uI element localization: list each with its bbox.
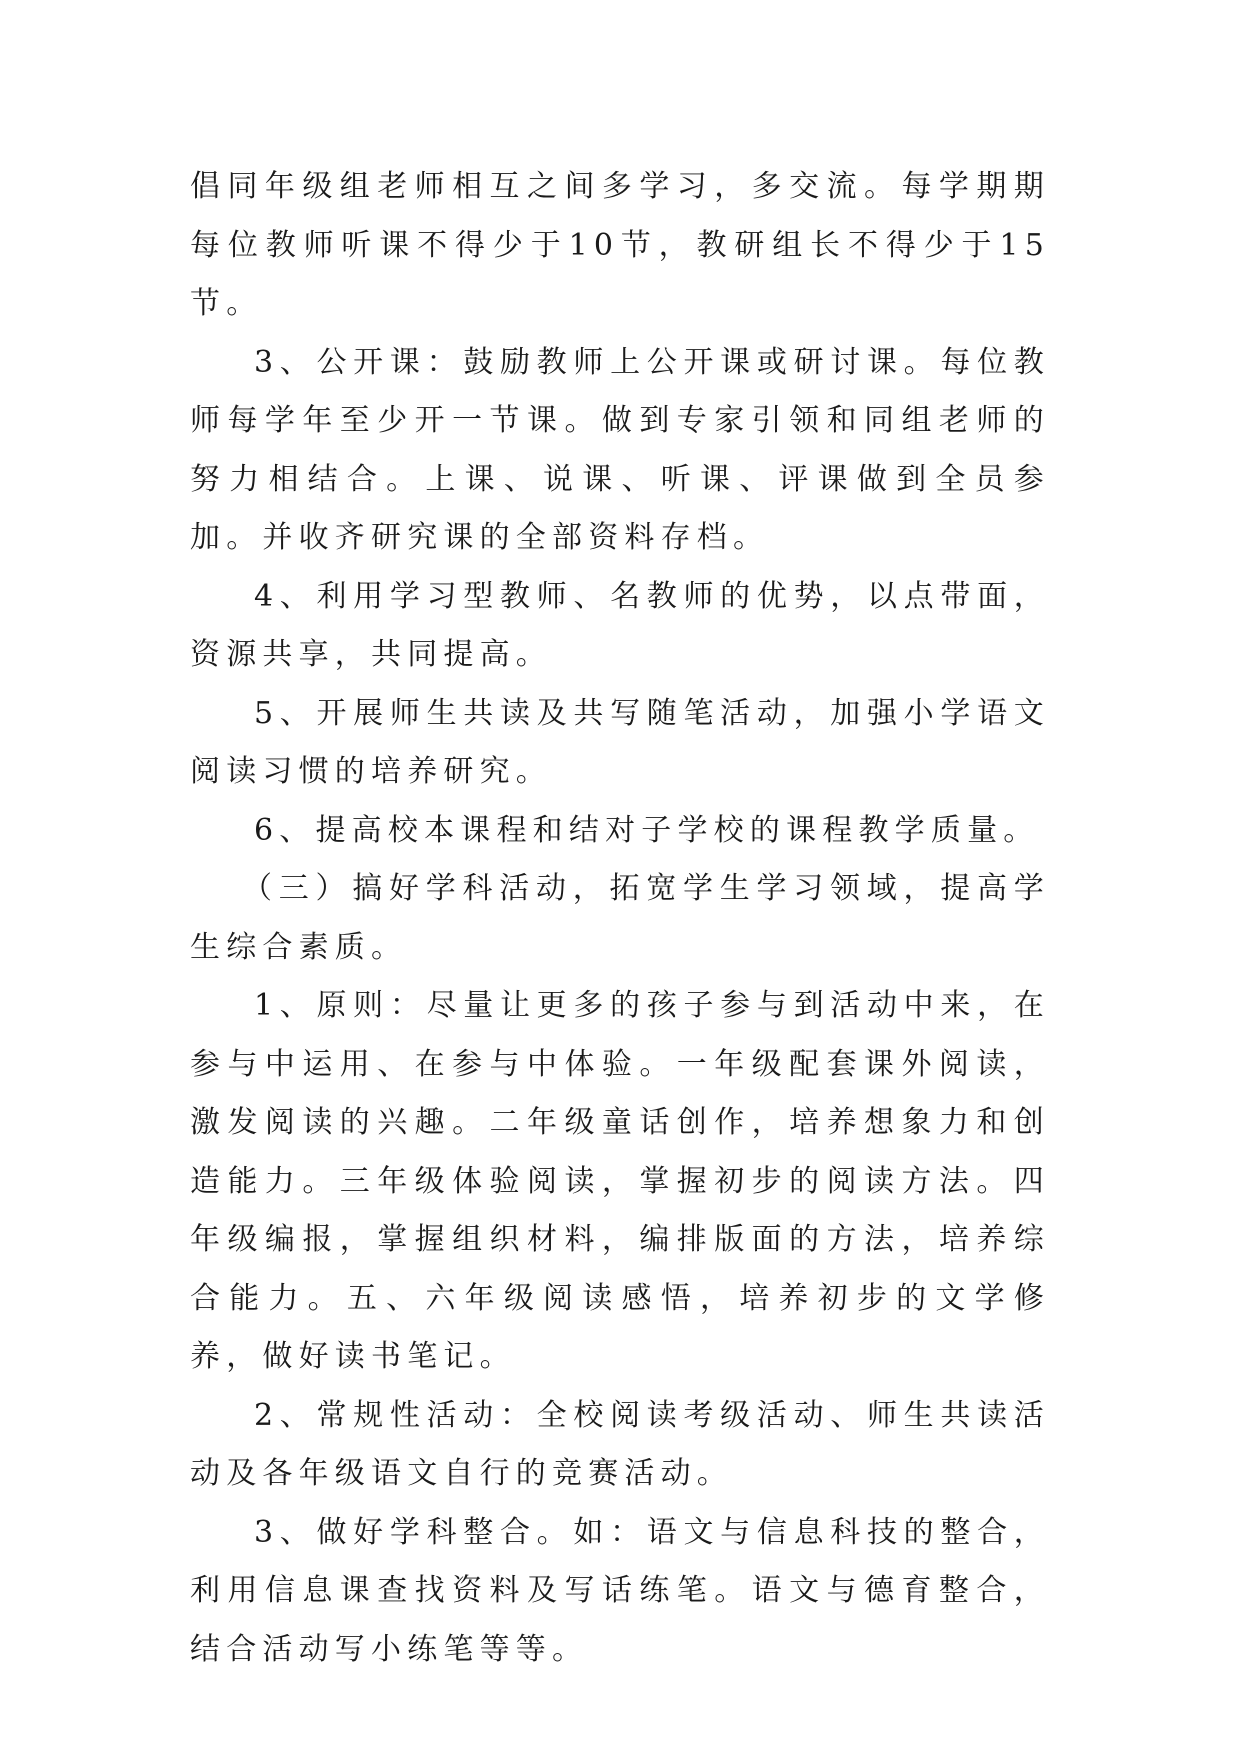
paragraph-continuation: 倡同年级组老师相互之间多学习，多交流。每学期期每位教师听课不得少于10节，教研组长不得少于15节。 xyxy=(190,169,1050,321)
paragraph-open-class: 3、公开课：鼓励教师上公开课或研讨课。每位教师每学年至少开一节课。做到专家引领和同组老师的努力相结合。上课、说课、听课、评课做到全员参加。并收齐研究课的全部资料存档。 xyxy=(190,344,1050,555)
paragraph-principles: 1、原则：尽量让更多的孩子参与到活动中来，在参与中运用、在参与中体验。一年级配套课外阅读，激发阅读的兴趣。二年级童话创作，培养想象力和创造能力。三年级体验阅读，掌握初步的阅读方法。四年级编报，掌握组织材料，编排版面的方法，培养综合能力。五、六年级阅读感悟，培养初步的文学修养，做好读书笔记。 xyxy=(190,988,1050,1374)
document-body xyxy=(190,158,1050,1679)
paragraph-teacher-advantage: 4、利用学习型教师、名教师的优势，以点带面，资源共享，共同提高。 xyxy=(190,578,1050,672)
paragraph-regular-activities: 2、常规性活动：全校阅读考级活动、师生共读活动及各年级语文自行的竞赛活动。 xyxy=(190,1397,1050,1491)
paragraph-subject-integration: 3、做好学科整合。如：语文与信息科技的整合，利用信息课查找资料及写话练笔。语文与德育整合，结合活动写小练笔等等。 xyxy=(190,1514,1050,1667)
paragraph-curriculum-quality: 6、提高校本课程和结对子学校的课程教学质量。 xyxy=(254,812,1040,848)
section-heading-subject-activities: （三）搞好学科活动，拓宽学生学习领域，提高学生综合素质。 xyxy=(190,871,1050,965)
paragraph-shared-reading: 5、开展师生共读及共写随笔活动，加强小学语文阅读习惯的培养研究。 xyxy=(190,695,1050,789)
